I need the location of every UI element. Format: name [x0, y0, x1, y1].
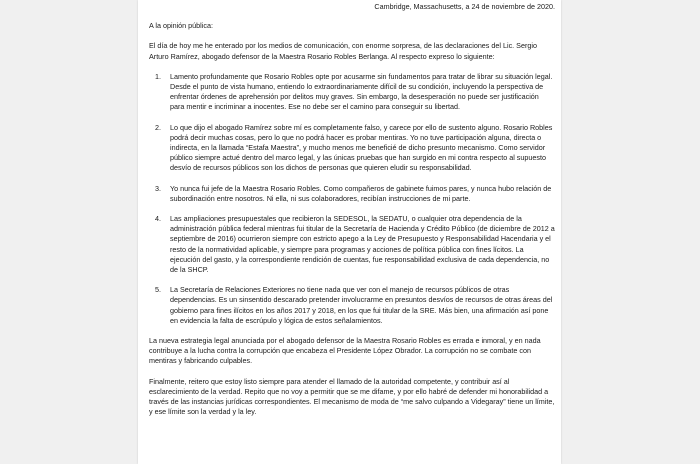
- list-item-number: 1.: [155, 71, 161, 81]
- list-item: [149, 184, 555, 204]
- closing-paragraph-1: La nueva estrategia legal anunciada por el abogado defensor de la Maestra Rosario Robles es errada e inmoral, y en nada contribuye a la lucha contra la corrupción que encabeza el Presidente López Obrador. La corrupción no se combate con mentiras y fabricando culpables.: [149, 336, 541, 366]
- intro-paragraph: El día de hoy me he enterado por los medios de comunicación, con enorme sorpresa, de las declaraciones del Lic. Sergio Arturo Ramírez, abogado defensor de la Maestra Rosario Robles Berlanga. Al respecto expreso lo siguiente:: [149, 41, 537, 61]
- list-item-text: Yo nunca fui jefe de la Maestra Rosario Robles. Como compañeros de gabinete fuimos pares, y nunca hubo relación de subordinación entre nosotros. Ni ella, ni sus colaboradores, recibían instrucciones de mi parte.: [170, 183, 552, 203]
- list-item-text: Lo que dijo el abogado Ramírez sobre mí es completamente falso, y carece por ello de sustento alguno. Rosario Robles podrá decir muchas cosas, pero lo que no podrá hacer es probar mentiras. Yo no tuve participación alguna, directa o indirecta, en la llamada “Estafa Maestra”, y mucho menos me beneficié de dicho presunto mecanismo. Como servidor público siempre actué dentro del marco legal, y las únicas pruebas que han surgido en mi contra respecto al supuesto desvío de recursos públicos son los dichos de personas que quieren eludir su responsabilidad.: [170, 122, 553, 173]
- list-item-text: Lamento profundamente que Rosario Robles opte por acusarme sin fundamentos para tratar de librar su situación legal. Desde el punto de vista humano, entiendo lo extraordinariamente difícil de su condición, incluyendo la perspectiva de enfrentar órdenes de aprehensión por delitos muy graves. Sin embargo, la desesperación no puede ser justificación para mentir e incriminar a inocentes. Ese no debe ser el camino para conseguir su libertad.: [170, 71, 553, 112]
- list-item: [149, 72, 555, 113]
- list-item-number: 3.: [155, 183, 161, 193]
- document-page: [138, 0, 561, 464]
- list-item-number: 4.: [155, 214, 161, 224]
- list-item: [149, 123, 555, 174]
- list-item-number: 2.: [155, 122, 161, 132]
- closing-paragraph-2: Finalmente, reitero que estoy listo siempre para atender el llamado de la autoridad competente, y contribuir así al esclarecimiento de la verdad. Repito que no voy a permitir que se me difame, y por ello habré de defender mi honorabilidad a través de las instancias jurídicas correspondientes. El mecanismo de moda de “me salvo culpando a Videgaray” tiene un límite, y ese límite son la verdad y la ley.: [149, 376, 555, 417]
- greeting: A la opinión pública:: [149, 21, 213, 31]
- numbered-list: [149, 72, 555, 326]
- list-item: [149, 214, 555, 275]
- list-item-text: La Secretaría de Relaciones Exteriores no tiene nada que ver con el manejo de recursos públicos de otras dependencias. Es un sinsentido descarado pretender involucrarme en presuntos desvíos de recursos de otras áreas del gobierno para fines ilícitos en los años 2017 y 2018, en los que fui titular de la SRE. Más bien, una afirmación así pone en evidencia la falta de escrúpulo y lógica de estos señalamientos.: [170, 285, 553, 325]
- list-item-number: 5.: [155, 285, 161, 295]
- list-item-text: Las ampliaciones presupuestales que recibieron la SEDESOL, la SEDATU, o cualquier otra dependencia de la administración pública federal mientras fui titular de la Secretaría de Hacienda y Crédito Público (de diciembre de 2012 a septiembre de 2016) ocurrieron siempre con estricto apego a la Ley de Presupuesto y Responsabilidad Hacendaria y el resto de la normatividad aplicable, y siempre para programas y acciones de política pública con fines lícitos. La ejecución del gasto, y la correspondiente rendición de cuentas, fue responsabilidad exclusiva de cada dependencia, no de la SHCP.: [170, 214, 555, 275]
- list-item: [149, 285, 555, 326]
- date-line: Cambridge, Massachusetts, a 24 de noviembre de 2020.: [374, 2, 555, 11]
- letter-body: [149, 2, 555, 428]
